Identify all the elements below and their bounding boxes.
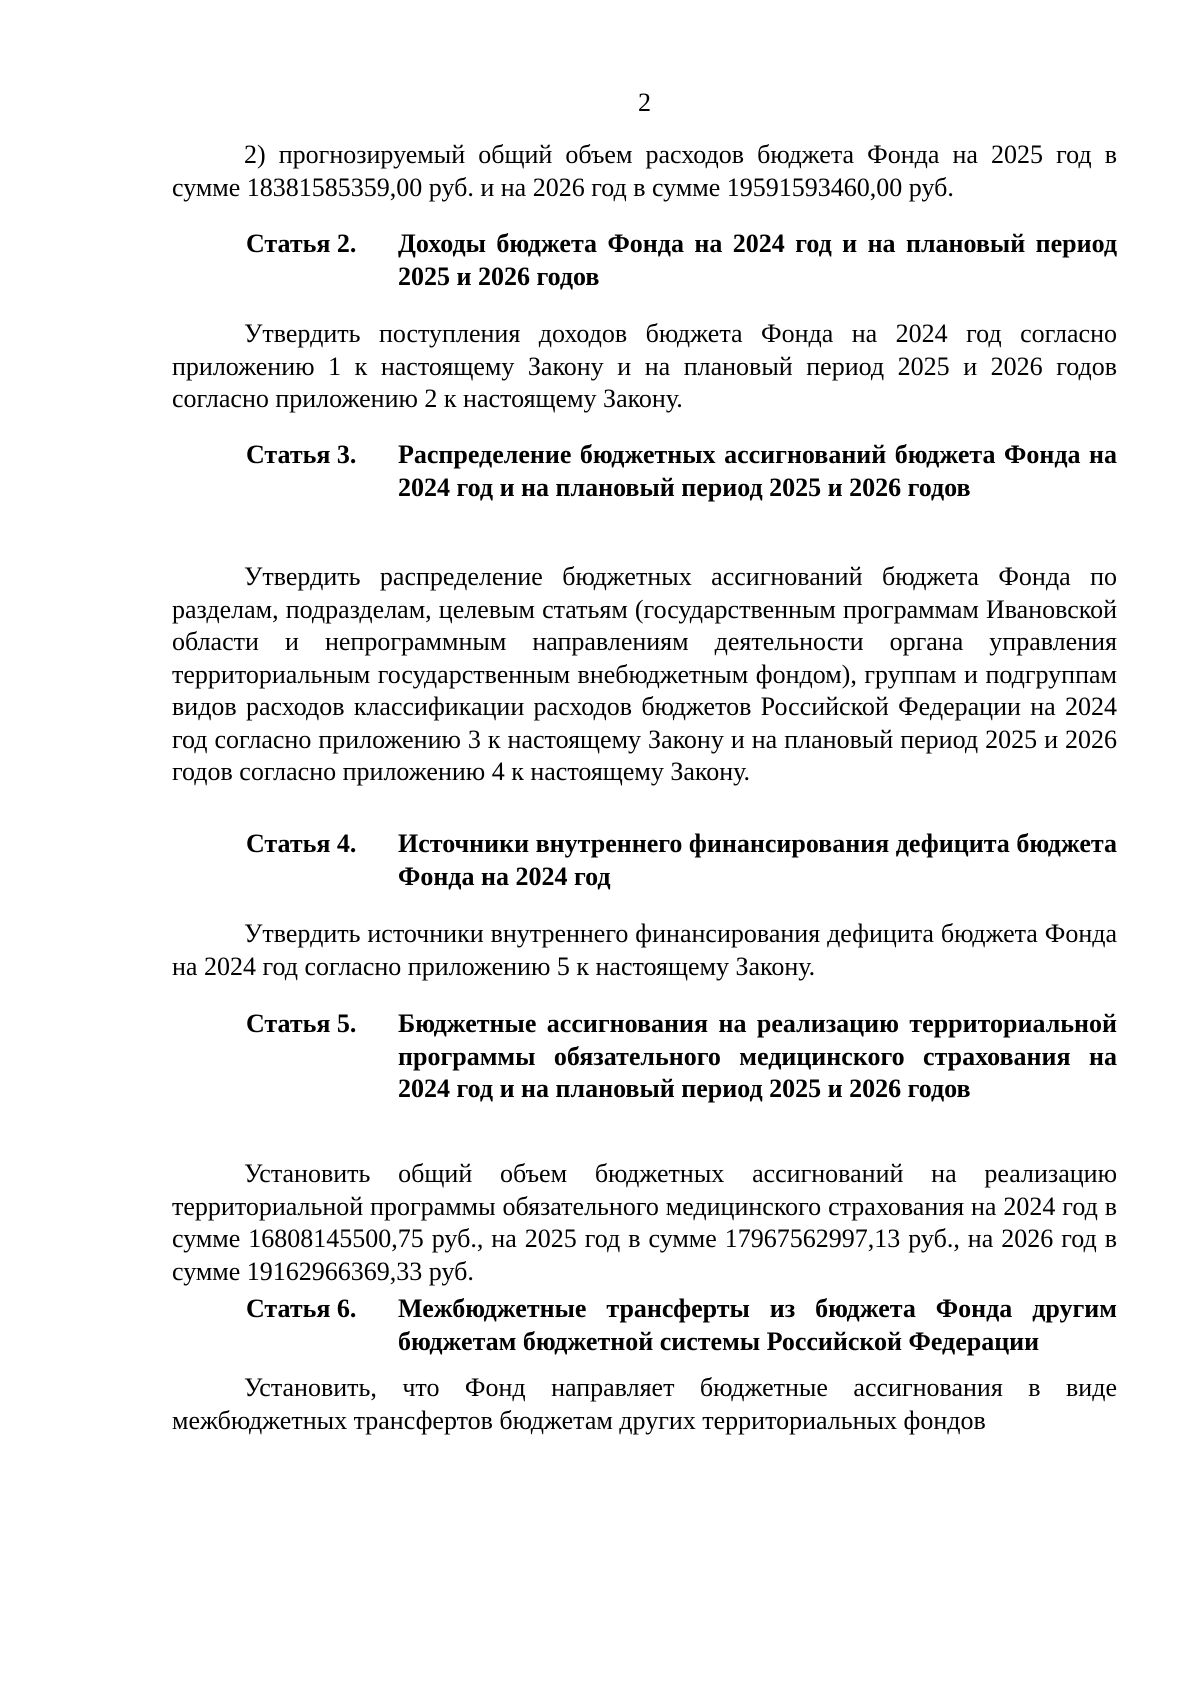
article-2-heading-block [172, 228, 1117, 293]
article-5-heading-block [172, 1008, 1117, 1106]
article-5-heading [172, 1008, 1117, 1106]
article-4-label: Статья 4. [246, 829, 357, 858]
article-4-title: Источники внутреннего финансирования дефицита бюджета Фонда на 2024 год [398, 829, 1117, 891]
intro-block [172, 139, 1117, 204]
article-6-label: Статья 6. [246, 1294, 357, 1323]
article-2-label: Статья 2. [246, 229, 357, 258]
page-number: 2 [638, 88, 651, 117]
article-4-heading [172, 828, 1117, 893]
article-6-heading-block [172, 1293, 1117, 1358]
article-6-body-block [172, 1372, 1117, 1437]
article-2-body: Утвердить поступления доходов бюджета Фонда на 2024 год согласно приложению 1 к настоящему Закону и на плановый период 2025 и 2026 годов согласно приложению 2 к настоящему Закону. [172, 319, 1117, 413]
article-4-heading-block [172, 828, 1117, 893]
article-3-body-block [172, 561, 1117, 789]
intro-paragraph: 2) прогнозируемый общий объем расходов бюджета Фонда на 2025 год в сумме 18381585359,00 руб. и на 2026 год в сумме 19591593460,00 руб. [172, 140, 1117, 202]
article-4-body-block [172, 918, 1117, 983]
article-5-body: Установить общий объем бюджетных ассигнований на реализацию территориальной программы обязательного медицинского страхования на 2024 год в сумме 16808145500,75 руб., на 2025 год в сумме 17967562997,13 руб., на 2026 год в сумме 19162966369,33 руб. [172, 1159, 1117, 1286]
article-3-heading [172, 439, 1117, 504]
article-5-label: Статья 5. [246, 1009, 357, 1038]
article-3-title: Распределение бюджетных ассигнований бюджета Фонда на 2024 год и на плановый период 2025 и 2026 годов [398, 440, 1117, 502]
article-2-heading [172, 228, 1117, 293]
article-2-body-block [172, 318, 1117, 416]
article-6-heading [172, 1293, 1117, 1358]
article-6-body: Установить, что Фонд направляет бюджетные ассигнования в виде межбюджетных трансфертов бюджетам других территориальных фондов [172, 1373, 1117, 1435]
article-5-body-block [172, 1158, 1117, 1288]
article-6-title: Межбюджетные трансферты из бюджета Фонда другим бюджетам бюджетной системы Российской Федерации [398, 1294, 1117, 1356]
article-3-heading-block [172, 439, 1117, 504]
article-3-body: Утвердить распределение бюджетных ассигнований бюджета Фонда по разделам, подразделам, целевым статьям (государственным программам Ивановской области и непрограммным направлениям деятельности органа управления территориальным государственным внебюджетным фондом), группам и подгруппам видов расходов классификации расходов бюджетов Российской Федерации на 2024 год согласно приложению 3 к настоящему Закону и на плановый период 2025 и 2026 годов согласно приложению 4 к настоящему Закону. [172, 562, 1117, 786]
article-4-body: Утвердить источники внутреннего финансирования дефицита бюджета Фонда на 2024 год согласно приложению 5 к настоящему Закону. [172, 919, 1117, 981]
article-3-label: Статья 3. [246, 440, 357, 469]
article-5-title: Бюджетные ассигнования на реализацию территориальной программы обязательного медицинского страхования на 2024 год и на плановый период 2025 и 2026 годов [398, 1009, 1117, 1103]
article-2-title: Доходы бюджета Фонда на 2024 год и на плановый период 2025 и 2026 годов [398, 229, 1117, 291]
